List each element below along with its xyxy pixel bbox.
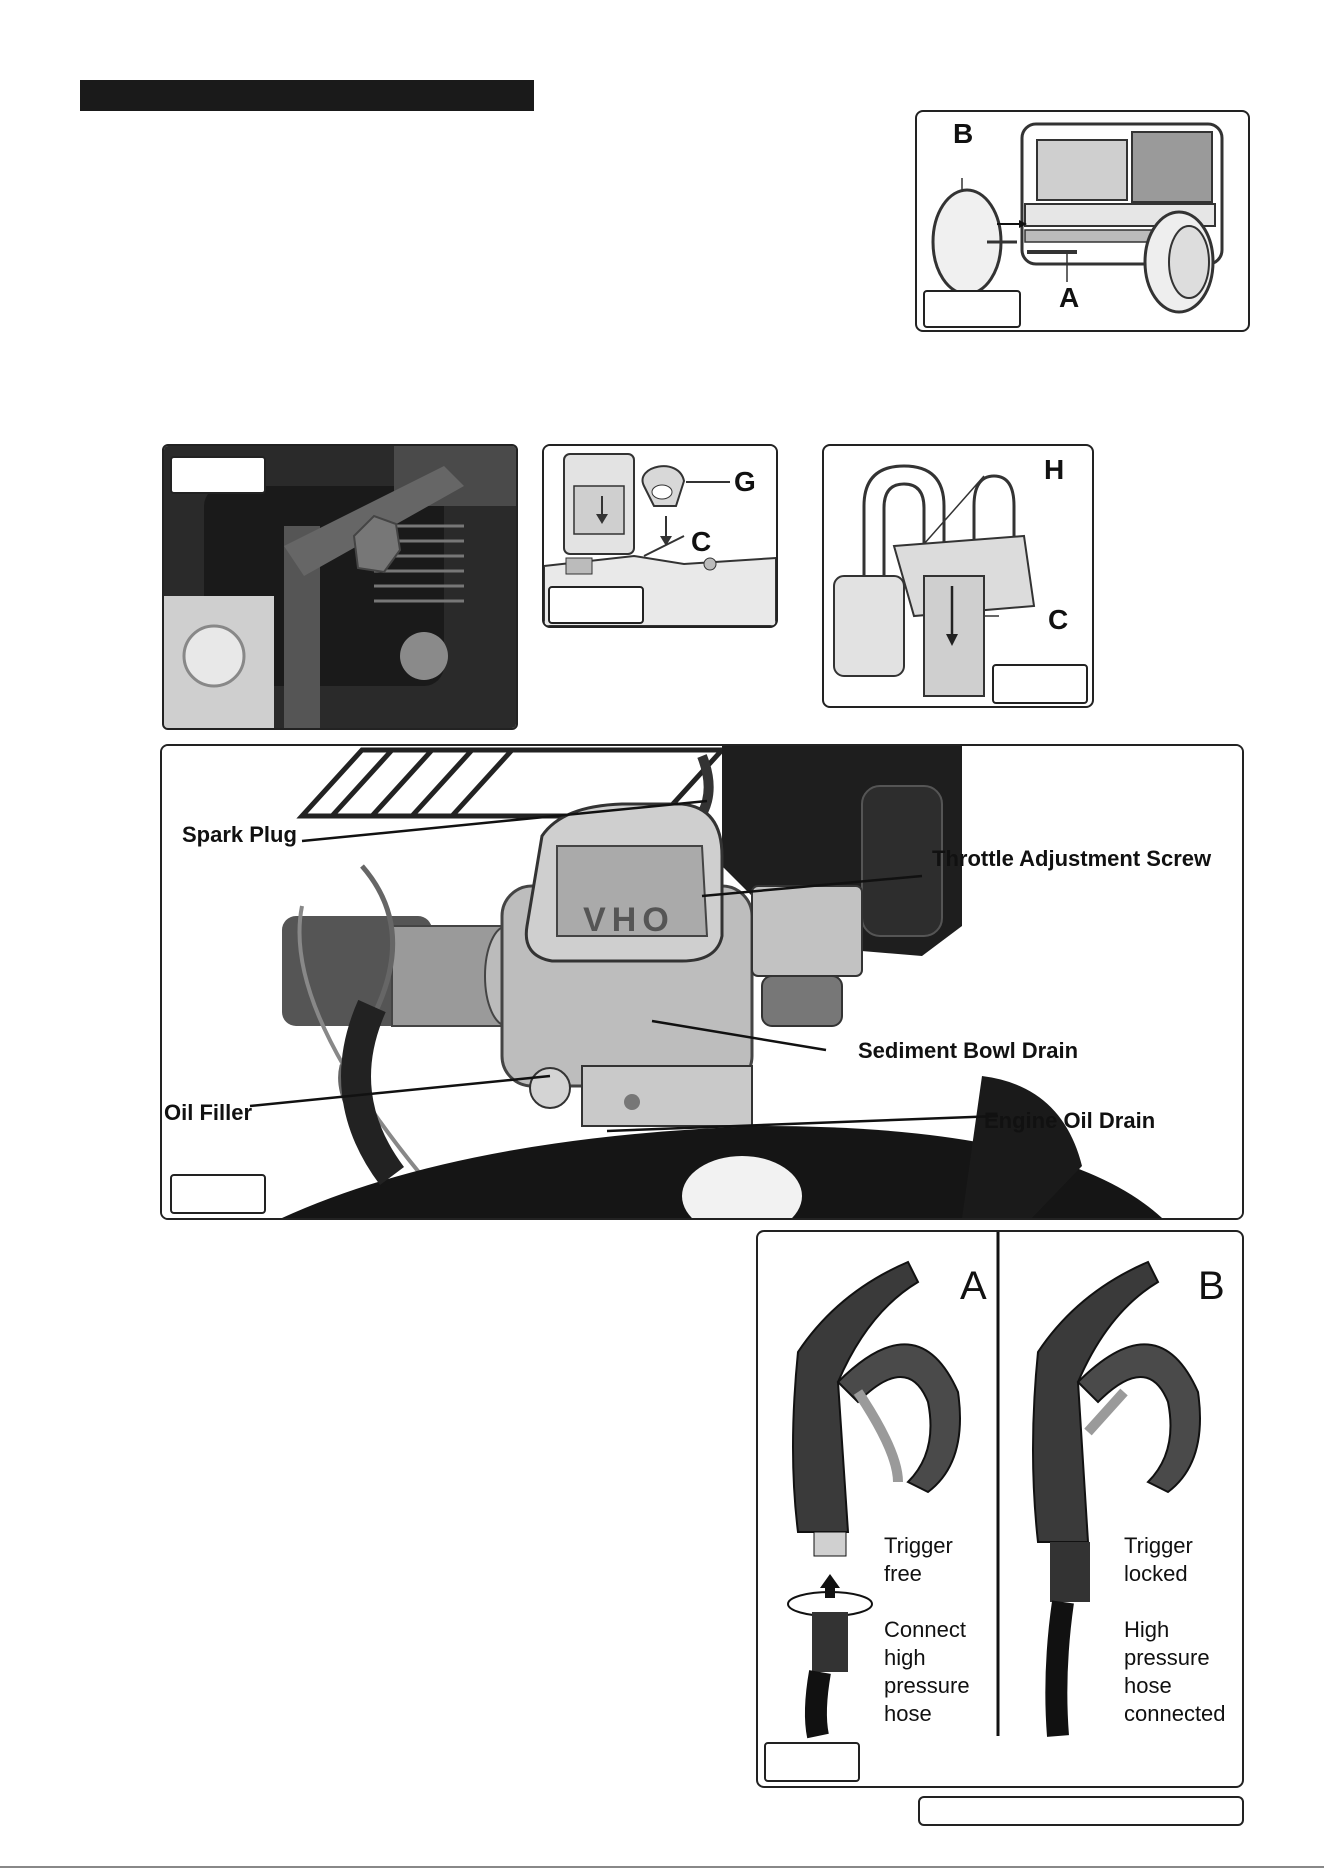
figure-engine-closeup [162,444,518,730]
callout-sediment-bowl-drain: Sediment Bowl Drain [858,1038,1079,1063]
figure-number-box [548,586,644,624]
gun-a-caption-connect [884,1616,970,1728]
gun-b-line-4: pressure [1124,1645,1210,1670]
gun-label-a: A [960,1264,987,1308]
callout-spark-plug: Spark Plug [182,822,297,847]
gun-a-line-1: Trigger [884,1533,953,1558]
lever-label-g: G [734,466,756,497]
gun-b-line-2: locked [1124,1561,1188,1586]
gun-b-caption-hose [1124,1616,1226,1728]
figure-engine-overview [160,744,1244,1220]
gun-a-caption-trigger [884,1532,953,1588]
gun-a-line-5: pressure [884,1673,970,1698]
gun-b-line-1: Trigger [1124,1533,1193,1558]
handle-label-c: C [1048,604,1069,635]
gun-label-b: B [1198,1264,1225,1308]
figure-number-box [764,1742,860,1782]
section-header-bar [80,80,534,111]
gun-b-caption-trigger [1124,1532,1193,1588]
figure-lever-g [542,444,778,628]
gun-b-line-3: High [1124,1617,1170,1642]
lever-label-c: C [691,526,712,557]
gun-a-line-3: Connect [884,1617,966,1642]
figure-spray-gun [756,1230,1244,1788]
gun-b-line-5: hose [1124,1673,1172,1698]
wheel-label-b: B [953,118,974,149]
bottom-rule [0,1866,1324,1868]
figure-number-box [170,1174,266,1214]
gun-a-line-4: high [884,1645,926,1670]
handle-label-h: H [1044,454,1065,485]
engine-overview-photo [162,746,1242,1218]
callout-engine-oil-drain: Engine Oil Drain [984,1108,1156,1133]
gun-a-line-2: free [884,1561,922,1586]
figure-wheel-assembly [915,110,1250,332]
callout-oil-filler: Oil Filler [164,1100,253,1125]
gun-b-line-6: connected [1124,1701,1226,1726]
wheel-label-a: A [1059,282,1080,313]
figure-number-box [992,664,1088,704]
callout-throttle-screw: Throttle Adjustment Screw [932,846,1212,871]
figure-handle-h [822,444,1094,708]
gun-a-line-6: hose [884,1701,932,1726]
figure-number-box [923,290,1021,328]
page-footer-box [918,1796,1244,1826]
figure-number-box [170,456,266,494]
engine-badge-text: OHV [577,901,669,939]
